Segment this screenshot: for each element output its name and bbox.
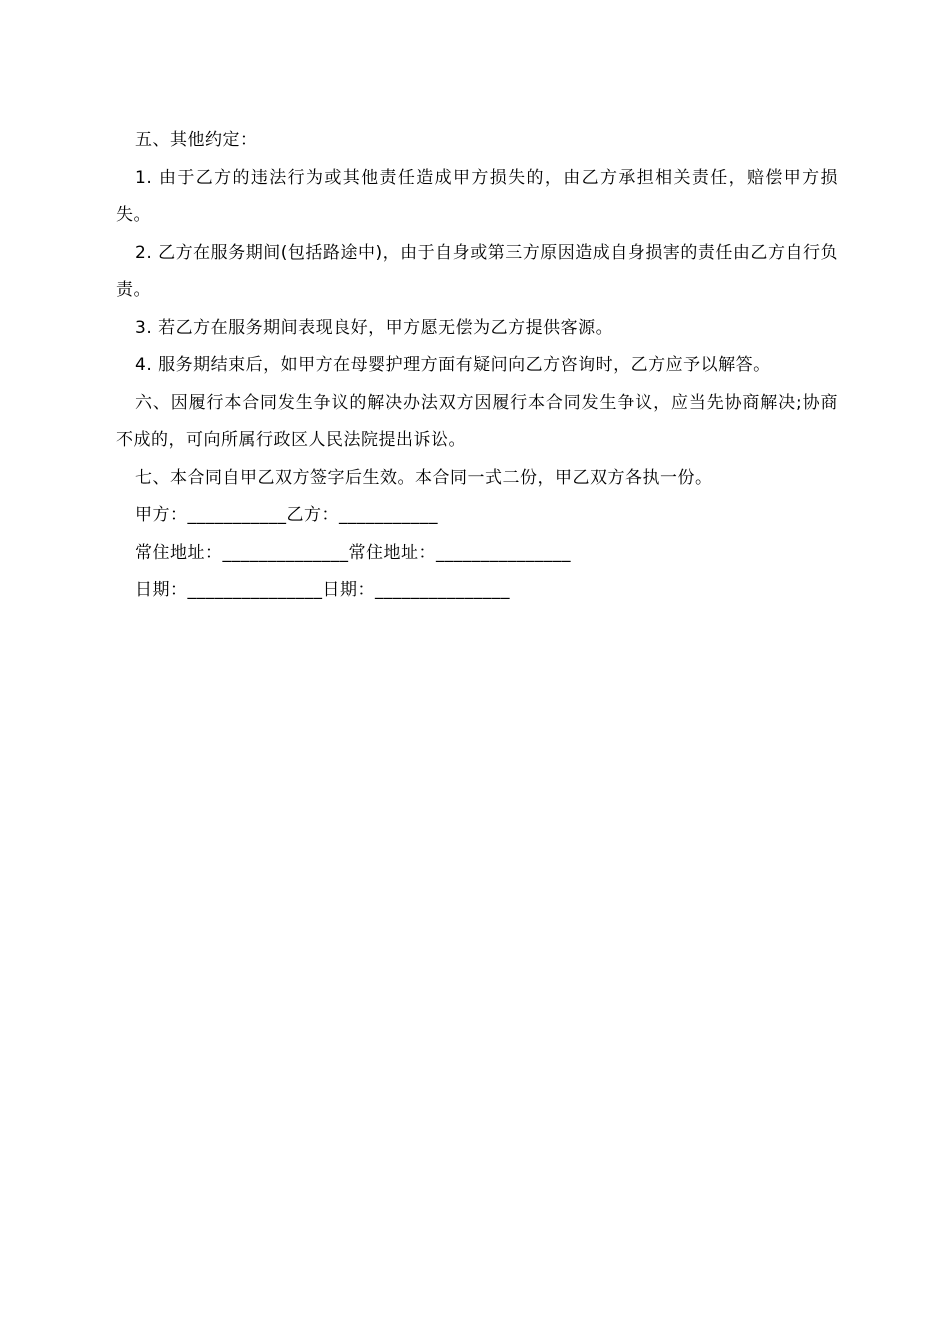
signature-parties-line: 甲方：___________乙方：___________ xyxy=(135,505,438,525)
document-body xyxy=(116,122,838,610)
section-dispute-resolution: 六、因履行本合同发生争议的解决办法双方因履行本合同发生争议，应当先协商解决;协商不成的，可向所属行政区人民法院提出诉讼。 xyxy=(116,392,838,450)
signature-date-line: 日期：_______________日期：_______________ xyxy=(135,580,510,600)
clause-2: 2. 乙方在服务期间(包括路途中)，由于自身或第三方原因造成自身损害的责任由乙方自行负责。 xyxy=(116,242,838,300)
clause-4: 4. 服务期结束后，如甲方在母婴护理方面有疑问向乙方咨询时，乙方应予以解答。 xyxy=(135,355,771,375)
clause-3: 3. 若乙方在服务期间表现良好，甲方愿无偿为乙方提供客源。 xyxy=(135,317,614,338)
clause-1: 1. 由于乙方的违法行为或其他责任造成甲方损失的，由乙方承担相关责任，赔偿甲方损失。 xyxy=(116,167,838,225)
section-effectiveness: 七、本合同自甲乙双方签字后生效。本合同一式二份，甲乙双方各执一份。 xyxy=(135,467,713,488)
section-heading-other-terms: 五、其他约定： xyxy=(135,130,258,150)
signature-address-line: 常住地址：______________常住地址：_______________ xyxy=(135,542,571,563)
